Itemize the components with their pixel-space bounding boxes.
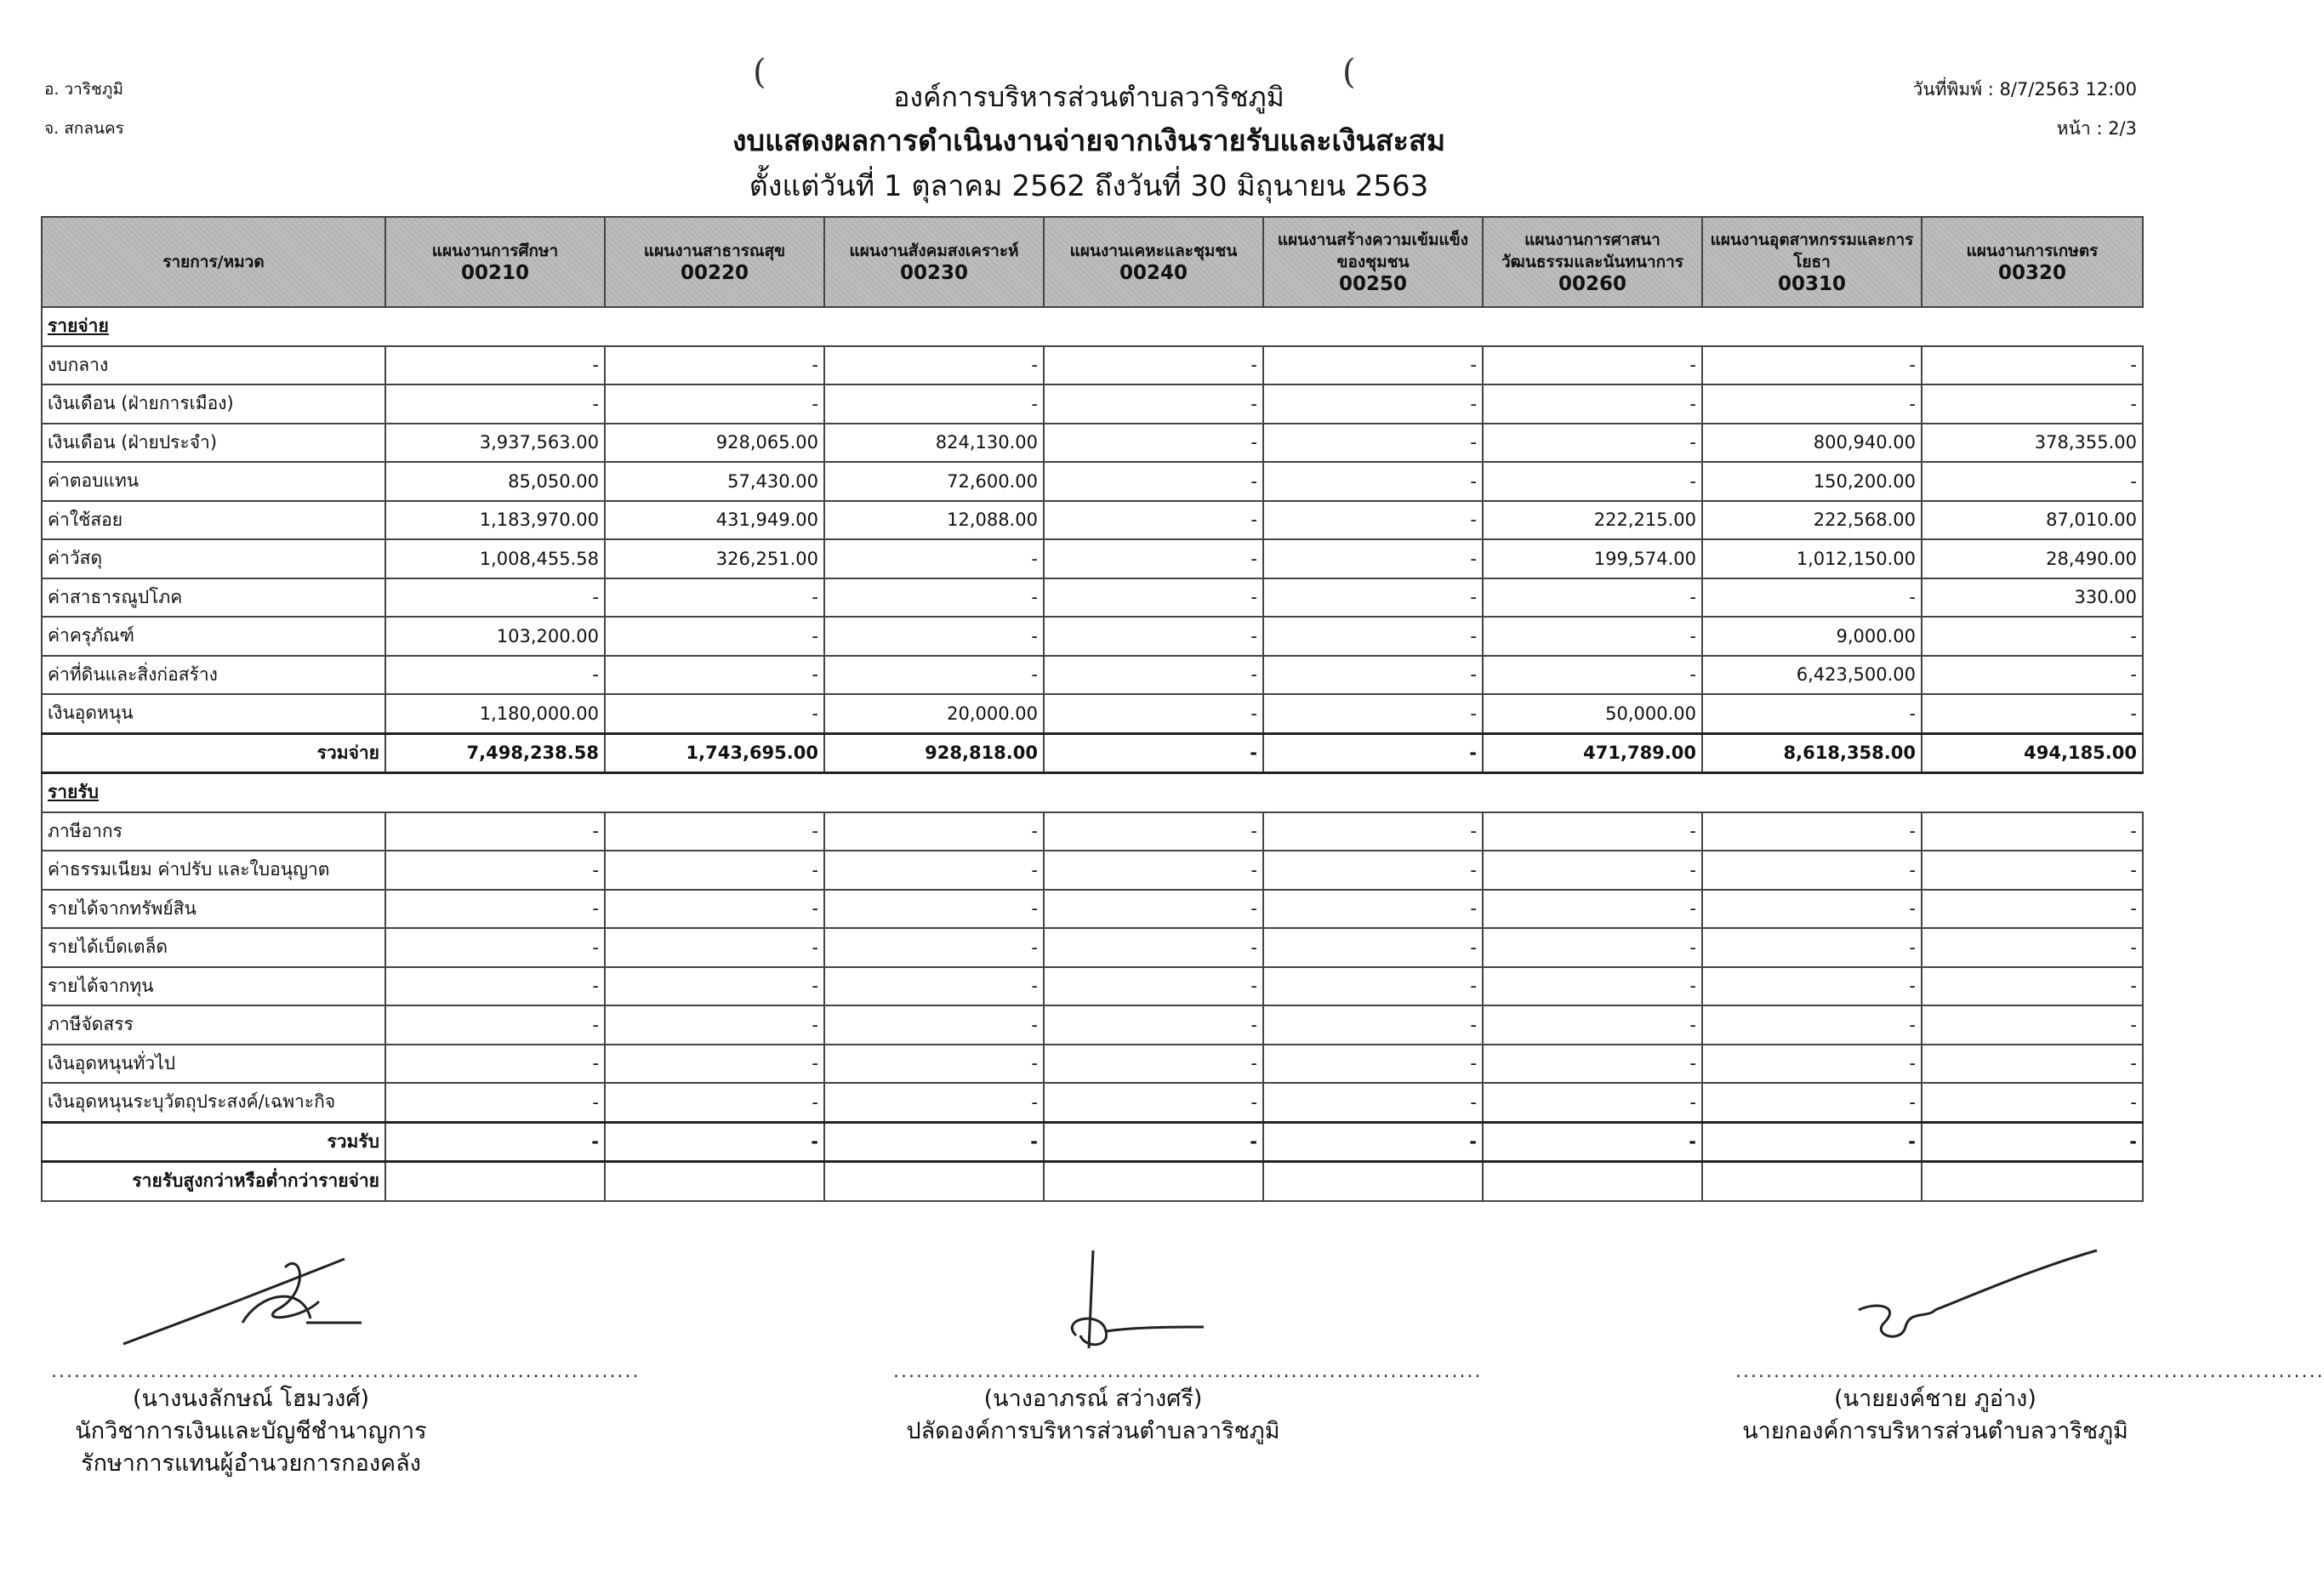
section-label: รายจ่าย xyxy=(42,307,2143,346)
signer-name: (นางนงลักษณ์ โฮมวงศ์) xyxy=(132,1386,370,1412)
scan-mark-paren-right: ( xyxy=(1342,53,1356,92)
signature-block-mayor xyxy=(1735,1242,2324,1448)
table-cell: - xyxy=(1483,928,1702,967)
signature-line: ............................................................................. xyxy=(893,1361,1483,1382)
column-header-name: แผนงานการเกษตร xyxy=(1966,242,2099,260)
row-label: งบกลาง xyxy=(42,346,385,385)
signature-block-clerk xyxy=(893,1242,1483,1448)
table-cell: - xyxy=(1263,578,1483,618)
table-cell: 50,000.00 xyxy=(1483,694,1702,733)
table-cell: - xyxy=(824,812,1044,851)
row-label: ค่าครุภัณฑ์ xyxy=(42,617,385,656)
row-label: รวมรับ xyxy=(42,1122,385,1162)
table-cell: - xyxy=(1922,1005,2143,1045)
table-cell: - xyxy=(385,384,605,424)
column-header-code: 00230 xyxy=(899,262,969,284)
table-cell: - xyxy=(1044,617,1263,656)
table-cell: - xyxy=(605,1045,824,1084)
table-cell: - xyxy=(605,967,824,1006)
row-label: เงินเดือน (ฝ่ายการเมือง) xyxy=(42,384,385,424)
column-header-item: รายการ/หมวด xyxy=(42,217,385,307)
table-row xyxy=(42,1005,2143,1045)
table-cell xyxy=(1702,1162,1922,1201)
page-number: หน้า : 2/3 xyxy=(2056,118,2137,139)
expense-section-row xyxy=(42,307,2143,346)
signer-position-secondary: รักษาการแทนผู้อำนวยการกองคลัง xyxy=(81,1450,421,1477)
table-cell: - xyxy=(605,656,824,695)
table-cell: - xyxy=(605,1122,824,1162)
report-period: ตั้งแต่วันที่ 1 ตุลาคม 2562 ถึงวันที่ 30 มิถุนายน 2563 xyxy=(749,169,1429,203)
table-cell: - xyxy=(1702,578,1922,618)
table-cell: - xyxy=(385,928,605,967)
table-cell: - xyxy=(824,617,1044,656)
table-cell: - xyxy=(824,1045,1044,1084)
table-row xyxy=(42,694,2143,733)
table-cell: - xyxy=(1263,539,1483,578)
row-label: รวมจ่าย xyxy=(42,733,385,773)
column-header-code: 00210 xyxy=(460,262,530,284)
table-cell: - xyxy=(1263,694,1483,733)
table-cell: - xyxy=(1922,617,2143,656)
table-cell xyxy=(1263,1162,1483,1201)
table-cell: 57,430.00 xyxy=(605,462,824,501)
section-label: รายรับ xyxy=(42,773,2143,812)
table-cell: 20,000.00 xyxy=(824,694,1044,733)
table-cell: - xyxy=(1263,424,1483,463)
table-cell: - xyxy=(1263,656,1483,695)
table-cell: - xyxy=(1483,617,1702,656)
table-cell: - xyxy=(605,1005,824,1045)
table-cell: - xyxy=(1922,851,2143,890)
table-cell: 330.00 xyxy=(1922,578,2143,618)
table-cell: - xyxy=(1702,890,1922,929)
table-cell: - xyxy=(1044,1005,1263,1045)
table-cell: - xyxy=(1702,1122,1922,1162)
table-cell: - xyxy=(1044,812,1263,851)
table-cell: 72,600.00 xyxy=(824,462,1044,501)
province-label: จ. สกลนคร xyxy=(44,119,124,138)
table-cell: - xyxy=(1044,578,1263,618)
table-cell xyxy=(824,1162,1044,1201)
table-cell: - xyxy=(605,617,824,656)
table-cell: - xyxy=(605,694,824,733)
table-cell: - xyxy=(824,539,1044,578)
table-row xyxy=(42,578,2143,618)
table-cell: - xyxy=(1483,1045,1702,1084)
table-cell: - xyxy=(1044,501,1263,540)
column-header-name: แผนงานสังคมสงเคราะห์ xyxy=(849,242,1019,260)
row-label: ค่าธรรมเนียม ค่าปรับ และใบอนุญาต xyxy=(42,851,385,890)
row-label: เงินอุดหนุนทั่วไป xyxy=(42,1045,385,1084)
table-cell: - xyxy=(1263,890,1483,929)
table-cell: - xyxy=(1922,1045,2143,1084)
table-cell: 6,423,500.00 xyxy=(1702,656,1922,695)
table-cell: - xyxy=(605,851,824,890)
table-cell: - xyxy=(1483,1122,1702,1162)
row-label: รายได้จากทุน xyxy=(42,967,385,1006)
table-cell: - xyxy=(824,1122,1044,1162)
table-cell: - xyxy=(824,890,1044,929)
table-cell: 1,183,970.00 xyxy=(385,501,605,540)
table-cell: - xyxy=(1044,462,1263,501)
column-header-item xyxy=(1922,217,2143,307)
table-cell: - xyxy=(385,851,605,890)
table-cell: - xyxy=(605,384,824,424)
table-cell: 378,355.00 xyxy=(1922,424,2143,463)
signer-position: นายกองค์การบริหารส่วนตำบลวาริชภูมิ xyxy=(1742,1418,2128,1444)
table-cell: - xyxy=(1263,928,1483,967)
table-cell: 150,200.00 xyxy=(1702,462,1922,501)
table-cell: - xyxy=(1922,928,2143,967)
signature-line: ............................................................................. xyxy=(51,1361,641,1382)
table-cell: - xyxy=(605,928,824,967)
print-date: วันที่พิมพ์ : 8/7/2563 12:00 xyxy=(1912,79,2137,100)
table-cell: - xyxy=(1044,346,1263,385)
column-header-code: 00220 xyxy=(680,262,749,284)
table-cell: - xyxy=(385,812,605,851)
table-row xyxy=(42,1045,2143,1084)
surplus-row xyxy=(42,1162,2143,1201)
signer-name: (นายยงค์ชาย ภูอ่าง) xyxy=(1834,1386,2036,1412)
table-cell: 28,490.00 xyxy=(1922,539,2143,578)
signature-image-mayor xyxy=(1757,1242,2114,1361)
table-row xyxy=(42,1083,2143,1122)
table-cell: - xyxy=(1702,851,1922,890)
row-label: ค่าตอบแทน xyxy=(42,462,385,501)
report-table xyxy=(41,216,2144,1202)
table-cell: - xyxy=(605,890,824,929)
table-cell: - xyxy=(1044,733,1263,773)
table-cell: 1,743,695.00 xyxy=(605,733,824,773)
table-cell: - xyxy=(1044,424,1263,463)
table-cell: 7,498,238.58 xyxy=(385,733,605,773)
table-cell: - xyxy=(1922,1083,2143,1122)
table-row xyxy=(42,424,2143,463)
row-label: รายได้จากทรัพย์สิน xyxy=(42,890,385,929)
column-header-name: แผนงานสาธารณสุข xyxy=(643,242,786,260)
table-cell: - xyxy=(1483,1005,1702,1045)
table-cell: - xyxy=(1483,1083,1702,1122)
column-header-code: 00250 xyxy=(1338,273,1408,295)
table-cell: - xyxy=(385,1005,605,1045)
table-cell: - xyxy=(385,1045,605,1084)
table-cell: 326,251.00 xyxy=(605,539,824,578)
org-name: องค์การบริหารส่วนตำบลวาริชภูมิ xyxy=(893,81,1284,113)
table-cell: - xyxy=(824,1083,1044,1122)
table-cell: - xyxy=(1263,967,1483,1006)
column-header-item xyxy=(1483,217,1702,307)
column-header-name: แผนงานเคหะและชุมชน xyxy=(1069,242,1238,260)
table-cell: - xyxy=(1044,539,1263,578)
table-cell: - xyxy=(1263,851,1483,890)
row-label: ภาษีจัดสรร xyxy=(42,1005,385,1045)
table-cell: 9,000.00 xyxy=(1702,617,1922,656)
table-cell: - xyxy=(1483,656,1702,695)
signature-block-finance xyxy=(51,1242,641,1480)
table-cell: - xyxy=(385,890,605,929)
table-cell: 199,574.00 xyxy=(1483,539,1702,578)
table-cell: - xyxy=(1922,890,2143,929)
table-cell: - xyxy=(1702,694,1922,733)
row-label: ค่าใช้สอย xyxy=(42,501,385,540)
table-row xyxy=(42,501,2143,540)
table-row xyxy=(42,967,2143,1006)
row-label: ค่าสาธารณูปโภค xyxy=(42,578,385,618)
table-row xyxy=(42,462,2143,501)
signer-name: (นางอาภรณ์ สว่างศรี) xyxy=(983,1386,1203,1412)
row-label: ค่าวัสดุ xyxy=(42,539,385,578)
expense-total-row xyxy=(42,733,2143,773)
table-cell: - xyxy=(1263,346,1483,385)
table-body xyxy=(42,307,2143,1201)
column-header-name: แผนงานสร้างความเข้มแข็งของชุมชน xyxy=(1277,231,1469,271)
table-cell: 928,065.00 xyxy=(605,424,824,463)
table-cell: 1,008,455.58 xyxy=(385,539,605,578)
table-cell: - xyxy=(1044,967,1263,1006)
table-cell: - xyxy=(824,1005,1044,1045)
table-cell: - xyxy=(1044,928,1263,967)
table-cell: 1,012,150.00 xyxy=(1702,539,1922,578)
column-header-code: 00320 xyxy=(1997,262,2067,284)
table-cell: 222,568.00 xyxy=(1702,501,1922,540)
table-cell: - xyxy=(1263,812,1483,851)
table-cell: 494,185.00 xyxy=(1922,733,2143,773)
column-header-item xyxy=(605,217,824,307)
table-cell: - xyxy=(824,346,1044,385)
signature-line: ............................................................................. xyxy=(1735,1361,2324,1382)
table-cell: - xyxy=(1702,812,1922,851)
column-header-code: 00240 xyxy=(1119,262,1188,284)
table-cell: - xyxy=(1044,694,1263,733)
table-cell: 431,949.00 xyxy=(605,501,824,540)
table-row xyxy=(42,851,2143,890)
table-cell: - xyxy=(1702,384,1922,424)
table-cell xyxy=(1044,1162,1263,1201)
table-row xyxy=(42,617,2143,656)
table-cell: - xyxy=(1922,462,2143,501)
row-label: รายรับสูงกว่าหรือต่ำกว่ารายจ่าย xyxy=(42,1162,385,1201)
column-header-name: แผนงานการศึกษา xyxy=(431,242,559,260)
table-cell: - xyxy=(1263,384,1483,424)
table-cell: 824,130.00 xyxy=(824,424,1044,463)
table-cell: - xyxy=(1483,578,1702,618)
table-cell: - xyxy=(385,1083,605,1122)
table-cell: 222,215.00 xyxy=(1483,501,1702,540)
column-header-code: 00310 xyxy=(1777,273,1847,295)
table-row xyxy=(42,384,2143,424)
column-header-code: 00260 xyxy=(1558,273,1627,295)
signature-image-clerk xyxy=(931,1242,1255,1361)
table-cell: 1,180,000.00 xyxy=(385,694,605,733)
signature-image-finance xyxy=(89,1242,413,1361)
table-cell: - xyxy=(1922,384,2143,424)
table-cell: - xyxy=(1483,890,1702,929)
income-section-row xyxy=(42,773,2143,812)
table-cell xyxy=(385,1162,605,1201)
table-cell: 103,200.00 xyxy=(385,617,605,656)
table-row xyxy=(42,656,2143,695)
row-label: ค่าที่ดินและสิ่งก่อสร้าง xyxy=(42,656,385,695)
row-label: ภาษีอากร xyxy=(42,812,385,851)
table-cell: - xyxy=(1263,733,1483,773)
table-cell: - xyxy=(605,346,824,385)
column-header-name: แผนงานการศาสนาวัฒนธรรมและนันทนาการ xyxy=(1501,231,1683,271)
table-cell: - xyxy=(605,578,824,618)
income-total-row xyxy=(42,1122,2143,1162)
table-header-row xyxy=(42,217,2143,307)
table-cell: - xyxy=(1483,384,1702,424)
row-label: เงินอุดหนุน xyxy=(42,694,385,733)
table-cell: 85,050.00 xyxy=(385,462,605,501)
table-cell: 12,088.00 xyxy=(824,501,1044,540)
table-cell: - xyxy=(1702,1083,1922,1122)
table-row xyxy=(42,812,2143,851)
table-cell: - xyxy=(605,812,824,851)
table-cell: - xyxy=(1702,928,1922,967)
table-row xyxy=(42,928,2143,967)
table-cell: 87,010.00 xyxy=(1922,501,2143,540)
column-header-item xyxy=(824,217,1044,307)
table-cell: - xyxy=(1922,812,2143,851)
column-header-item xyxy=(385,217,605,307)
table-cell: - xyxy=(1263,1005,1483,1045)
table-row xyxy=(42,539,2143,578)
table-cell: - xyxy=(1483,346,1702,385)
signer-position: นักวิชาการเงินและบัญชีชำนาญการ xyxy=(75,1418,427,1444)
district-label: อ. วาริชภูมิ xyxy=(44,80,123,99)
table-row xyxy=(42,890,2143,929)
table-row xyxy=(42,346,2143,385)
table-cell: - xyxy=(1702,967,1922,1006)
table-cell: - xyxy=(385,346,605,385)
table-cell: - xyxy=(1922,346,2143,385)
table-cell: - xyxy=(1483,812,1702,851)
report-title: งบแสดงผลการดำเนินงานจ่ายจากเงินรายรับและเงินสะสม xyxy=(732,124,1446,158)
table-cell: - xyxy=(1702,346,1922,385)
signer-position: ปลัดองค์การบริหารส่วนตำบลวาริชภูมิ xyxy=(906,1418,1280,1444)
table-cell: - xyxy=(1702,1045,1922,1084)
table-cell: - xyxy=(1922,1122,2143,1162)
table-cell: - xyxy=(824,656,1044,695)
table-cell: 3,937,563.00 xyxy=(385,424,605,463)
table-cell: 8,618,358.00 xyxy=(1702,733,1922,773)
table-cell: - xyxy=(1044,384,1263,424)
column-header-item xyxy=(1044,217,1263,307)
table-cell: - xyxy=(1263,1122,1483,1162)
table-cell: 800,940.00 xyxy=(1702,424,1922,463)
table-cell xyxy=(605,1162,824,1201)
table-cell: - xyxy=(824,578,1044,618)
table-cell: - xyxy=(1044,1045,1263,1084)
table-cell: - xyxy=(1044,1122,1263,1162)
table-cell: - xyxy=(824,967,1044,1006)
table-cell: - xyxy=(1263,617,1483,656)
table-cell: - xyxy=(824,928,1044,967)
column-header-item xyxy=(1263,217,1483,307)
table-cell: - xyxy=(1483,462,1702,501)
row-label: เงินอุดหนุนระบุวัตถุประสงค์/เฉพาะกิจ xyxy=(42,1083,385,1122)
header-right xyxy=(1913,70,2137,148)
column-header-item xyxy=(1702,217,1922,307)
table-cell: - xyxy=(1263,1045,1483,1084)
table-cell xyxy=(1483,1162,1702,1201)
table-cell: - xyxy=(1922,656,2143,695)
row-label: เงินเดือน (ฝ่ายประจำ) xyxy=(42,424,385,463)
table-cell: - xyxy=(1044,851,1263,890)
table-cell: - xyxy=(385,967,605,1006)
table-cell: - xyxy=(1922,967,2143,1006)
column-header-name: แผนงานอุตสาหกรรมและการโยธา xyxy=(1710,231,1914,271)
table-cell: - xyxy=(824,851,1044,890)
table-cell: - xyxy=(1044,1083,1263,1122)
table-cell: - xyxy=(1483,851,1702,890)
scan-mark-paren-left: ( xyxy=(753,53,766,92)
table-cell: - xyxy=(385,656,605,695)
table-cell: - xyxy=(1263,1083,1483,1122)
table-cell: - xyxy=(385,1122,605,1162)
row-label: รายได้เบ็ดเตล็ด xyxy=(42,928,385,967)
table-cell: - xyxy=(1044,890,1263,929)
table-cell xyxy=(1922,1162,2143,1201)
table-cell: - xyxy=(385,578,605,618)
table-cell: - xyxy=(1044,656,1263,695)
table-cell: 471,789.00 xyxy=(1483,733,1702,773)
table-cell: - xyxy=(1263,501,1483,540)
table-cell: - xyxy=(1922,694,2143,733)
table-cell: - xyxy=(1263,462,1483,501)
table-cell: 928,818.00 xyxy=(824,733,1044,773)
table-cell: - xyxy=(1483,967,1702,1006)
table-cell: - xyxy=(1702,1005,1922,1045)
table-cell: - xyxy=(605,1083,824,1122)
report-header xyxy=(0,77,2178,208)
table-cell: - xyxy=(1483,424,1702,463)
table-cell: - xyxy=(824,384,1044,424)
